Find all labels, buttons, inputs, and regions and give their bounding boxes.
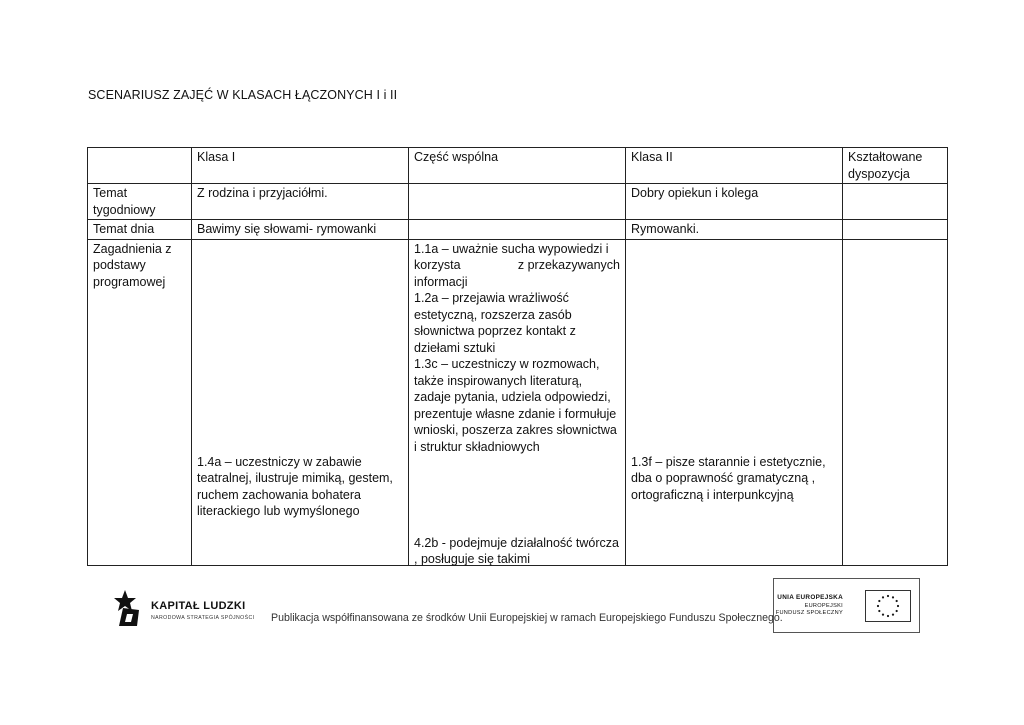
topic-1-1a-line: informacji xyxy=(414,274,468,289)
topic-4-2b: 4.2b - podejmuje działalność twórcza , posługuje się takimi xyxy=(414,535,619,566)
page-footer xyxy=(0,575,1024,645)
table-row xyxy=(88,220,948,240)
eu-flag-icon xyxy=(865,590,911,622)
eu-star-icon xyxy=(892,596,894,598)
eu-star-icon xyxy=(896,610,898,612)
kapital-ludzki-logo xyxy=(113,588,253,628)
eu-star-icon xyxy=(887,595,889,597)
logo-subtitle: NARODOWA STRATEGIA SPÓJNOŚCI xyxy=(151,615,255,621)
eu-line-1: UNIA EUROPEJSKA xyxy=(777,594,843,601)
cell-klasa-2: Dobry opiekun i kolega xyxy=(626,184,843,220)
table-header-row xyxy=(88,148,948,184)
topic-1-1a-justified-line xyxy=(414,257,620,274)
eu-star-icon xyxy=(882,614,884,616)
cell-klasa-1 xyxy=(192,239,409,565)
topic-1-1a-word: korzysta xyxy=(414,258,461,272)
row-label-temat-tygodniowy: Temat tygodniowy xyxy=(88,184,192,220)
cell-klasa-2 xyxy=(626,239,843,565)
cell-wspolna xyxy=(409,220,626,240)
eu-line-3: FUNDUSZ SPOŁECZNY xyxy=(775,610,843,616)
eu-star-icon xyxy=(892,614,894,616)
topic-1-1a-line: 1.1a – uważnie sucha wypowiedzi i xyxy=(414,241,609,256)
eu-logo xyxy=(773,578,920,633)
header-klasa-2: Klasa II xyxy=(626,148,843,184)
cell-klasa-1: Bawimy się słowami- rymowanki xyxy=(192,220,409,240)
cell-klasa-2: Rymowanki. xyxy=(626,220,843,240)
eu-star-icon xyxy=(896,600,898,602)
topic-text-wspolna xyxy=(414,241,620,456)
cell-dyspozycja xyxy=(843,220,948,240)
eu-star-icon xyxy=(877,605,879,607)
table-row xyxy=(88,239,948,565)
header-cell-empty xyxy=(88,148,192,184)
header-czesc-wspolna: Część wspólna xyxy=(409,148,626,184)
header-klasa-1: Klasa I xyxy=(192,148,409,184)
cell-wspolna xyxy=(409,184,626,220)
eu-star-icon xyxy=(887,615,889,617)
kapital-ludzki-star-icon xyxy=(113,588,145,628)
eu-star-icon xyxy=(897,605,899,607)
eu-line-2: EUROPEJSKI xyxy=(804,603,843,609)
topic-1-2a: 1.2a – przejawia wrażliwość estetyczną, rozszerza zasób słownictwa poprzez kontakt z dziełami sztuki xyxy=(414,291,576,355)
row-label-zagadnienia: Zagadnienia z podstawy programowej xyxy=(88,239,192,565)
cell-wspolna xyxy=(409,239,626,565)
cell-klasa-1: Z rodzina i przyjaciółmi. xyxy=(192,184,409,220)
publication-note: Publikacja współfinansowana ze środków Unii Europejskiej w ramach Europejskiego Funduszu Społecznego. xyxy=(271,612,783,624)
lesson-plan-table xyxy=(87,147,948,566)
eu-star-icon xyxy=(878,610,880,612)
table-row xyxy=(88,184,948,220)
document-title: SCENARIUSZ ZAJĘĆ W KLASACH ŁĄCZONYCH I i II xyxy=(88,88,398,102)
topic-1-3c: 1.3c – uczestniczy w rozmowach, także inspirowanych literaturą, zadaje pytania, udziela odpowiedzi, prezentuje własne zdanie i formułuje wnioski, poszerza zakres słownictwa i struktur składniowych xyxy=(414,357,617,454)
topic-text-klasa-2: 1.3f – pisze starannie i estetycznie, dba o poprawność gramatyczną , ortograficzną i interpunkcyjną xyxy=(631,454,826,502)
topic-text-klasa-1: 1.4a – uczestniczy w zabawie teatralnej, ilustruje mimiką, gestem, ruchem zachowania bohatera literackiego lub wymyślonego xyxy=(197,454,393,518)
cell-dyspozycja xyxy=(843,239,948,565)
eu-star-icon xyxy=(878,600,880,602)
eu-star-icon xyxy=(882,596,884,598)
topic-1-1a-word: z przekazywanych xyxy=(517,258,620,272)
row-label-temat-dnia: Temat dnia xyxy=(88,220,192,240)
header-dyspozycja: Kształtowane dyspozycja xyxy=(843,148,948,184)
cell-dyspozycja xyxy=(843,184,948,220)
logo-name: KAPITAŁ LUDZKI xyxy=(151,600,246,612)
